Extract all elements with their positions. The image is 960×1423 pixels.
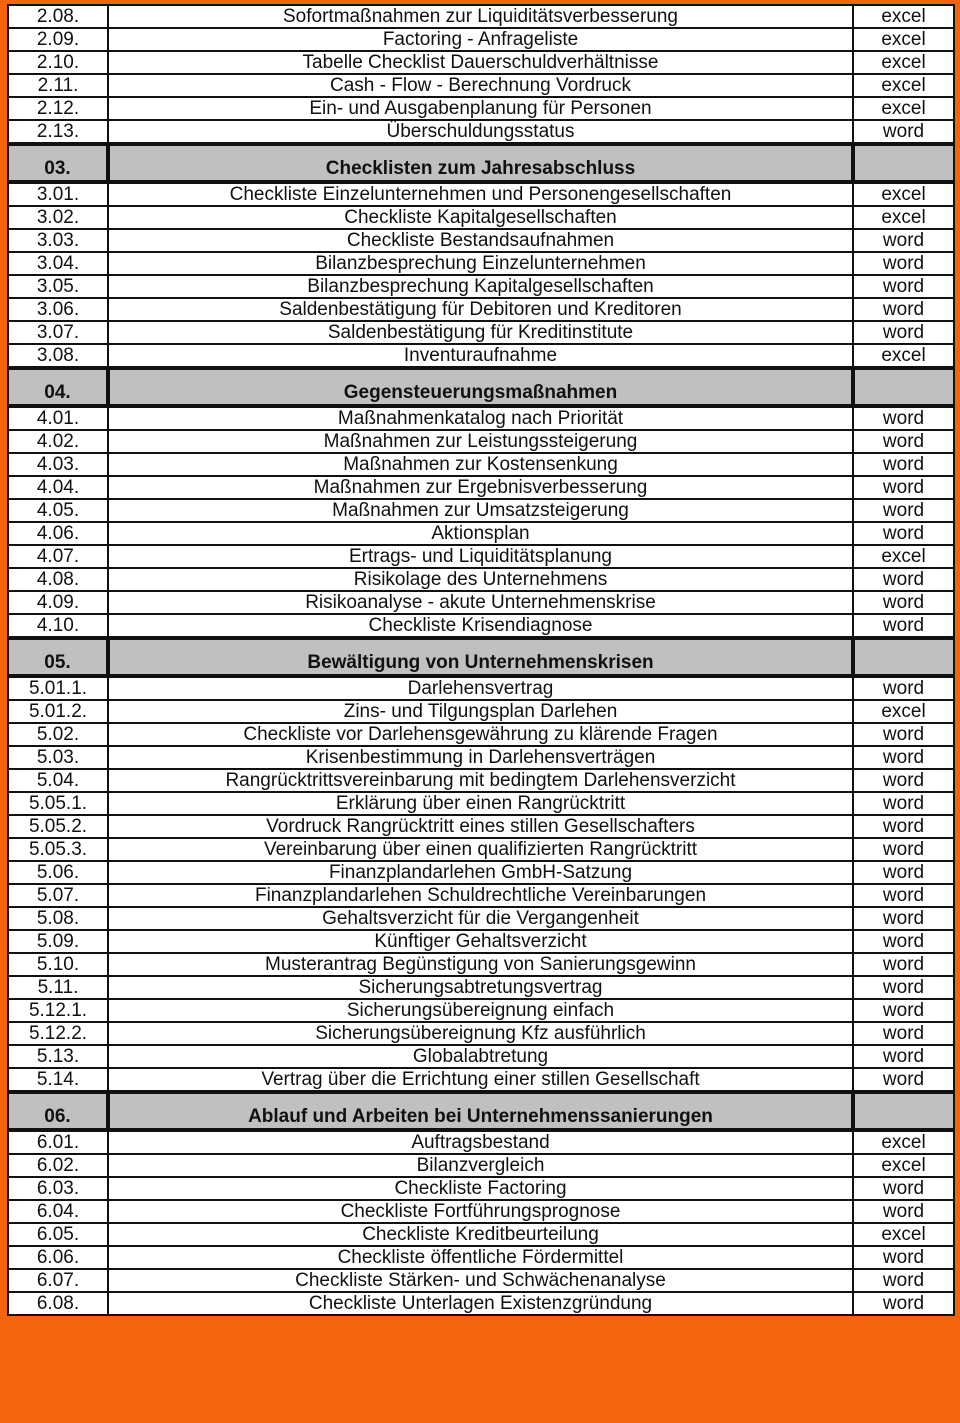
row-file-type: word bbox=[853, 120, 954, 144]
row-file-type: word bbox=[853, 1200, 954, 1223]
row-file-type bbox=[853, 368, 954, 406]
row-file-type: word bbox=[853, 406, 954, 430]
row-file-type: word bbox=[853, 568, 954, 591]
table-row bbox=[8, 74, 954, 97]
section-header-row bbox=[8, 368, 954, 406]
row-number: 5.06. bbox=[8, 861, 108, 884]
row-file-type: word bbox=[853, 298, 954, 321]
row-title: Ablauf und Arbeiten bei Unternehmenssanierungen bbox=[108, 1092, 853, 1130]
row-title: Vertrag über die Errichtung einer stillen Gesellschaft bbox=[108, 1068, 853, 1092]
row-number: 03. bbox=[8, 144, 108, 182]
row-number: 04. bbox=[8, 368, 108, 406]
row-number: 6.02. bbox=[8, 1154, 108, 1177]
row-number: 3.08. bbox=[8, 344, 108, 368]
table-row bbox=[8, 97, 954, 120]
row-title: Sicherungsabtretungsvertrag bbox=[108, 976, 853, 999]
row-title: Checkliste Krisendiagnose bbox=[108, 614, 853, 638]
row-file-type: word bbox=[853, 999, 954, 1022]
table-row bbox=[8, 999, 954, 1022]
row-title: Checkliste Stärken- und Schwächenanalyse bbox=[108, 1269, 853, 1292]
table-row bbox=[8, 51, 954, 74]
row-number: 4.04. bbox=[8, 476, 108, 499]
row-number: 2.08. bbox=[8, 5, 108, 28]
table-row bbox=[8, 28, 954, 51]
table-row bbox=[8, 182, 954, 206]
row-file-type: excel bbox=[853, 1130, 954, 1154]
row-title: Ertrags- und Liquiditätsplanung bbox=[108, 545, 853, 568]
table-row bbox=[8, 568, 954, 591]
table-row bbox=[8, 1269, 954, 1292]
table-row bbox=[8, 976, 954, 999]
row-file-type: word bbox=[853, 229, 954, 252]
row-file-type bbox=[853, 1092, 954, 1130]
table-row bbox=[8, 406, 954, 430]
row-number: 3.03. bbox=[8, 229, 108, 252]
row-file-type: word bbox=[853, 769, 954, 792]
row-number: 2.09. bbox=[8, 28, 108, 51]
row-title: Risikoanalyse - akute Unternehmenskrise bbox=[108, 591, 853, 614]
row-file-type: word bbox=[853, 861, 954, 884]
row-title: Musterantrag Begünstigung von Sanierungsgewinn bbox=[108, 953, 853, 976]
row-file-type: word bbox=[853, 1269, 954, 1292]
table-row bbox=[8, 792, 954, 815]
row-title: Erklärung über einen Rangrücktritt bbox=[108, 792, 853, 815]
row-file-type: excel bbox=[853, 545, 954, 568]
row-title: Zins- und Tilgungsplan Darlehen bbox=[108, 700, 853, 723]
row-number: 4.07. bbox=[8, 545, 108, 568]
row-number: 6.03. bbox=[8, 1177, 108, 1200]
row-file-type: word bbox=[853, 252, 954, 275]
table-row bbox=[8, 614, 954, 638]
row-number: 5.12.1. bbox=[8, 999, 108, 1022]
row-title: Maßnahmen zur Kostensenkung bbox=[108, 453, 853, 476]
row-number: 6.08. bbox=[8, 1292, 108, 1315]
table-row bbox=[8, 907, 954, 930]
row-file-type: excel bbox=[853, 1223, 954, 1246]
row-file-type: word bbox=[853, 591, 954, 614]
row-title: Rangrücktrittsvereinbarung mit bedingtem Darlehensverzicht bbox=[108, 769, 853, 792]
row-number: 5.05.3. bbox=[8, 838, 108, 861]
row-file-type: word bbox=[853, 522, 954, 545]
row-number: 4.06. bbox=[8, 522, 108, 545]
row-title: Saldenbestätigung für Debitoren und Kreditoren bbox=[108, 298, 853, 321]
row-file-type: excel bbox=[853, 28, 954, 51]
table-row bbox=[8, 522, 954, 545]
row-title: Gegensteuerungsmaßnahmen bbox=[108, 368, 853, 406]
row-file-type: word bbox=[853, 976, 954, 999]
row-file-type: word bbox=[853, 746, 954, 769]
row-title: Überschuldungsstatus bbox=[108, 120, 853, 144]
row-title: Finanzplandarlehen Schuldrechtliche Vereinbarungen bbox=[108, 884, 853, 907]
row-title: Maßnahmenkatalog nach Priorität bbox=[108, 406, 853, 430]
row-number: 5.09. bbox=[8, 930, 108, 953]
row-file-type: word bbox=[853, 499, 954, 522]
table-row bbox=[8, 700, 954, 723]
section-header-row bbox=[8, 638, 954, 676]
table-row bbox=[8, 1246, 954, 1269]
row-title: Darlehensvertrag bbox=[108, 676, 853, 700]
table-row bbox=[8, 499, 954, 522]
row-number: 3.01. bbox=[8, 182, 108, 206]
row-number: 5.04. bbox=[8, 769, 108, 792]
row-title: Checkliste vor Darlehensgewährung zu klärende Fragen bbox=[108, 723, 853, 746]
row-number: 5.13. bbox=[8, 1045, 108, 1068]
table-row bbox=[8, 229, 954, 252]
row-title: Checkliste Fortführungsprognose bbox=[108, 1200, 853, 1223]
table-row bbox=[8, 1045, 954, 1068]
row-number: 2.11. bbox=[8, 74, 108, 97]
row-title: Auftragsbestand bbox=[108, 1130, 853, 1154]
row-file-type: word bbox=[853, 321, 954, 344]
row-title: Sicherungsübereignung einfach bbox=[108, 999, 853, 1022]
table-row bbox=[8, 1154, 954, 1177]
row-file-type: word bbox=[853, 476, 954, 499]
table-row bbox=[8, 723, 954, 746]
table-row bbox=[8, 298, 954, 321]
table-row bbox=[8, 476, 954, 499]
row-title: Finanzplandarlehen GmbH-Satzung bbox=[108, 861, 853, 884]
row-title: Maßnahmen zur Leistungssteigerung bbox=[108, 430, 853, 453]
table-row bbox=[8, 275, 954, 298]
table-row bbox=[8, 321, 954, 344]
row-title: Krisenbestimmung in Darlehensverträgen bbox=[108, 746, 853, 769]
row-number: 5.14. bbox=[8, 1068, 108, 1092]
checklist-table bbox=[7, 4, 955, 1316]
row-file-type: word bbox=[853, 430, 954, 453]
row-file-type: excel bbox=[853, 51, 954, 74]
table-row bbox=[8, 5, 954, 28]
row-title: Vordruck Rangrücktritt eines stillen Gesellschafters bbox=[108, 815, 853, 838]
row-title: Checkliste Kreditbeurteilung bbox=[108, 1223, 853, 1246]
row-title: Maßnahmen zur Umsatzsteigerung bbox=[108, 499, 853, 522]
table-row bbox=[8, 1177, 954, 1200]
table-row bbox=[8, 1130, 954, 1154]
row-title: Checkliste Unterlagen Existenzgründung bbox=[108, 1292, 853, 1315]
row-title: Bilanzbesprechung Kapitalgesellschaften bbox=[108, 275, 853, 298]
row-number: 3.06. bbox=[8, 298, 108, 321]
row-file-type: word bbox=[853, 1292, 954, 1315]
table-row bbox=[8, 815, 954, 838]
row-file-type: word bbox=[853, 1068, 954, 1092]
row-title: Aktionsplan bbox=[108, 522, 853, 545]
row-number: 5.01.2. bbox=[8, 700, 108, 723]
row-title: Bilanzvergleich bbox=[108, 1154, 853, 1177]
row-file-type bbox=[853, 638, 954, 676]
row-number: 4.03. bbox=[8, 453, 108, 476]
row-number: 5.10. bbox=[8, 953, 108, 976]
row-title: Checkliste Factoring bbox=[108, 1177, 853, 1200]
table-row bbox=[8, 591, 954, 614]
row-file-type bbox=[853, 144, 954, 182]
row-title: Künftiger Gehaltsverzicht bbox=[108, 930, 853, 953]
row-title: Checkliste öffentliche Fördermittel bbox=[108, 1246, 853, 1269]
row-file-type: word bbox=[853, 453, 954, 476]
row-number: 4.01. bbox=[8, 406, 108, 430]
row-number: 6.05. bbox=[8, 1223, 108, 1246]
row-number: 3.04. bbox=[8, 252, 108, 275]
row-file-type: word bbox=[853, 1022, 954, 1045]
table-row bbox=[8, 676, 954, 700]
table-row bbox=[8, 1022, 954, 1045]
row-title: Risikolage des Unternehmens bbox=[108, 568, 853, 591]
row-title: Bilanzbesprechung Einzelunternehmen bbox=[108, 252, 853, 275]
row-title: Maßnahmen zur Ergebnisverbesserung bbox=[108, 476, 853, 499]
row-title: Cash - Flow - Berechnung Vordruck bbox=[108, 74, 853, 97]
row-title: Checklisten zum Jahresabschluss bbox=[108, 144, 853, 182]
table-row bbox=[8, 206, 954, 229]
row-number: 4.10. bbox=[8, 614, 108, 638]
row-number: 4.02. bbox=[8, 430, 108, 453]
row-file-type: excel bbox=[853, 700, 954, 723]
row-number: 05. bbox=[8, 638, 108, 676]
row-number: 3.05. bbox=[8, 275, 108, 298]
row-number: 5.05.1. bbox=[8, 792, 108, 815]
row-file-type: word bbox=[853, 792, 954, 815]
row-file-type: word bbox=[853, 930, 954, 953]
row-file-type: excel bbox=[853, 182, 954, 206]
row-title: Sicherungsübereignung Kfz ausführlich bbox=[108, 1022, 853, 1045]
section-header-row bbox=[8, 1092, 954, 1130]
row-file-type: excel bbox=[853, 206, 954, 229]
row-file-type: excel bbox=[853, 97, 954, 120]
row-number: 4.08. bbox=[8, 568, 108, 591]
row-file-type: excel bbox=[853, 5, 954, 28]
row-file-type: word bbox=[853, 275, 954, 298]
row-title: Checkliste Bestandsaufnahmen bbox=[108, 229, 853, 252]
row-file-type: word bbox=[853, 723, 954, 746]
table-row bbox=[8, 1292, 954, 1315]
document-sheet bbox=[7, 4, 953, 1316]
table-row bbox=[8, 953, 954, 976]
table-row bbox=[8, 344, 954, 368]
row-number: 2.13. bbox=[8, 120, 108, 144]
row-number: 3.07. bbox=[8, 321, 108, 344]
row-file-type: word bbox=[853, 1177, 954, 1200]
row-file-type: word bbox=[853, 953, 954, 976]
row-number: 4.05. bbox=[8, 499, 108, 522]
table-row bbox=[8, 252, 954, 275]
table-row bbox=[8, 545, 954, 568]
row-number: 6.01. bbox=[8, 1130, 108, 1154]
table-row bbox=[8, 1068, 954, 1092]
table-row bbox=[8, 930, 954, 953]
row-number: 4.09. bbox=[8, 591, 108, 614]
table-row bbox=[8, 861, 954, 884]
row-file-type: word bbox=[853, 1246, 954, 1269]
table-body bbox=[8, 5, 954, 1315]
row-file-type: excel bbox=[853, 1154, 954, 1177]
row-number: 5.01.1. bbox=[8, 676, 108, 700]
row-number: 6.06. bbox=[8, 1246, 108, 1269]
row-title: Tabelle Checklist Dauerschuldverhältnisse bbox=[108, 51, 853, 74]
row-title: Ein- und Ausgabenplanung für Personen bbox=[108, 97, 853, 120]
row-number: 2.10. bbox=[8, 51, 108, 74]
row-number: 5.02. bbox=[8, 723, 108, 746]
table-row bbox=[8, 430, 954, 453]
row-file-type: word bbox=[853, 1045, 954, 1068]
row-number: 3.02. bbox=[8, 206, 108, 229]
table-row bbox=[8, 120, 954, 144]
row-number: 5.12.2. bbox=[8, 1022, 108, 1045]
row-title: Checkliste Einzelunternehmen und Personengesellschaften bbox=[108, 182, 853, 206]
table-row bbox=[8, 746, 954, 769]
table-row bbox=[8, 453, 954, 476]
table-row bbox=[8, 838, 954, 861]
row-file-type: word bbox=[853, 614, 954, 638]
row-title: Sofortmaßnahmen zur Liquiditätsverbesserung bbox=[108, 5, 853, 28]
row-number: 06. bbox=[8, 1092, 108, 1130]
row-number: 5.03. bbox=[8, 746, 108, 769]
row-file-type: word bbox=[853, 838, 954, 861]
table-row bbox=[8, 1223, 954, 1246]
row-title: Globalabtretung bbox=[108, 1045, 853, 1068]
row-file-type: word bbox=[853, 676, 954, 700]
row-title: Inventuraufnahme bbox=[108, 344, 853, 368]
row-file-type: word bbox=[853, 884, 954, 907]
row-title: Factoring - Anfrageliste bbox=[108, 28, 853, 51]
row-number: 6.07. bbox=[8, 1269, 108, 1292]
row-title: Gehaltsverzicht für die Vergangenheit bbox=[108, 907, 853, 930]
table-row bbox=[8, 1200, 954, 1223]
row-file-type: excel bbox=[853, 344, 954, 368]
row-title: Bewältigung von Unternehmenskrisen bbox=[108, 638, 853, 676]
table-row bbox=[8, 884, 954, 907]
row-file-type: excel bbox=[853, 74, 954, 97]
row-title: Vereinbarung über einen qualifizierten Rangrücktritt bbox=[108, 838, 853, 861]
row-file-type: word bbox=[853, 815, 954, 838]
row-title: Saldenbestätigung für Kreditinstitute bbox=[108, 321, 853, 344]
row-number: 6.04. bbox=[8, 1200, 108, 1223]
row-number: 5.07. bbox=[8, 884, 108, 907]
row-number: 5.08. bbox=[8, 907, 108, 930]
row-file-type: word bbox=[853, 907, 954, 930]
table-row bbox=[8, 769, 954, 792]
section-header-row bbox=[8, 144, 954, 182]
row-number: 2.12. bbox=[8, 97, 108, 120]
row-title: Checkliste Kapitalgesellschaften bbox=[108, 206, 853, 229]
row-number: 5.11. bbox=[8, 976, 108, 999]
row-number: 5.05.2. bbox=[8, 815, 108, 838]
